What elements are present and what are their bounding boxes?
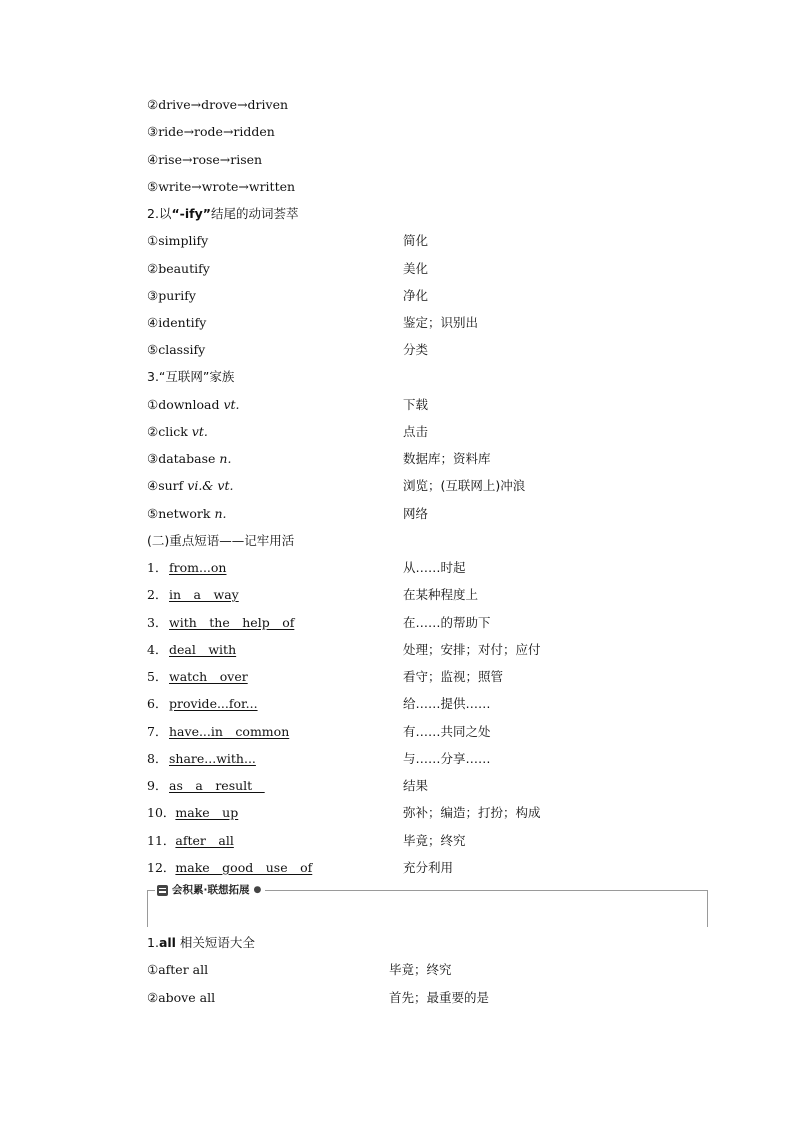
phrase-answer: as a result: [169, 778, 265, 793]
phrase-answer: from...on: [169, 560, 227, 575]
section-heading-all: 1.all 相关短语大全: [147, 935, 255, 950]
verb-form-line: [147, 150, 262, 170]
phrase-row: 6． provide...for... 给……提供……: [147, 694, 258, 714]
phrase-meaning: 毕竟；终究: [403, 833, 466, 848]
part-of-speech: vt.: [191, 424, 208, 439]
phrase-row: 5． watch over 看守；监视；照管: [147, 667, 248, 687]
phrase-answer: make good use of: [175, 860, 313, 875]
phrase-meaning: 充分利用: [403, 860, 454, 875]
phrase-answer: make up: [175, 805, 239, 820]
vocab-row: [147, 422, 429, 442]
vocab-word: ②click: [147, 424, 188, 439]
verb-form-text: ⑤write→wrote→written: [147, 179, 296, 194]
phrase-answer: share...with...: [169, 751, 256, 766]
vocab-word: ⑤network: [147, 506, 211, 521]
phrase-row: 8． share...with... 与……分享……: [147, 749, 256, 769]
vocab-row: [147, 960, 452, 980]
verb-form-line: [147, 177, 295, 197]
bullet-dot-icon: ●: [253, 885, 262, 895]
vocab-word: ②beautify: [147, 261, 210, 276]
vocab-row: [147, 449, 491, 469]
vocab-word: ①simplify: [147, 233, 209, 248]
part-of-speech: n.: [214, 506, 227, 521]
part-of-speech: vi.& vt.: [187, 478, 234, 493]
phrase-row: 3． with the help of 在……的帮助下: [147, 613, 294, 633]
phrase-row: 1． from...on 从……时起: [147, 558, 226, 578]
vocab-meaning: 浏览；(互联网上)冲浪: [403, 478, 526, 493]
phrase-answer: watch over: [169, 669, 248, 684]
verb-form-text: ②drive→drove→driven: [147, 97, 289, 112]
vocab-word: ③purify: [147, 288, 196, 303]
phrase-row: 9． as a result 结果: [147, 776, 265, 796]
vocab-row: [147, 231, 429, 251]
phrase-row: 7． have...in common 有……共同之处: [147, 722, 289, 742]
accumulate-box-label: 会积累·联想拓展 ●: [155, 882, 265, 898]
phrase-answer: provide...for...: [169, 696, 258, 711]
vocab-row: [147, 286, 429, 306]
vocab-meaning: 毕竟；终究: [389, 962, 452, 977]
phrase-answer: in a way: [169, 587, 239, 602]
vocab-meaning: 净化: [403, 288, 429, 303]
vocab-row: [147, 259, 429, 279]
vocab-meaning: 美化: [403, 261, 429, 276]
vocab-row: [147, 340, 429, 360]
vocab-row: [147, 988, 490, 1008]
phrase-meaning: 弥补；编造；打扮；构成: [403, 805, 541, 820]
vocab-meaning: 鉴定；识别出: [403, 315, 479, 330]
vocab-row: [147, 476, 526, 496]
phrase-meaning: 给……提供……: [403, 696, 491, 711]
phrase-meaning: 在……的帮助下: [403, 615, 491, 630]
verb-form-text: ④rise→rose→risen: [147, 152, 263, 167]
list-icon: [157, 885, 168, 896]
vocab-meaning: 下载: [403, 397, 429, 412]
vocab-meaning: 点击: [403, 424, 429, 439]
phrase-row: 10．make up 弥补；编造；打扮；构成: [147, 803, 238, 823]
phrase-row: 12．make good use of 充分利用: [147, 858, 312, 878]
part-of-speech: vt.: [223, 397, 240, 412]
vocab-word: ④surf: [147, 478, 184, 493]
vocab-row: [147, 395, 429, 415]
phrase-meaning: 处理；安排；对付；应付: [403, 642, 541, 657]
vocab-row: [147, 313, 479, 333]
vocab-word: ①after all: [147, 962, 209, 977]
vocab-word: ④identify: [147, 315, 207, 330]
verb-form-line: [147, 122, 275, 142]
phrase-meaning: 在某种程度上: [403, 587, 479, 602]
vocab-word: ③database: [147, 451, 216, 466]
phrase-answer: deal with: [169, 642, 237, 657]
vocab-meaning: 首先；最重要的是: [389, 990, 490, 1005]
part-of-speech: n.: [219, 451, 232, 466]
phrase-meaning: 从……时起: [403, 560, 466, 575]
vocab-meaning: 数据库；资料库: [403, 451, 491, 466]
phrase-meaning: 有……共同之处: [403, 724, 491, 739]
phrase-meaning: 与……分享……: [403, 751, 491, 766]
vocab-meaning: 分类: [403, 342, 429, 357]
phrase-row: 2． in a way 在某种程度上: [147, 585, 239, 605]
phrase-row: 11．after all 毕竟；终究: [147, 831, 234, 851]
phrase-row: 4． deal with 处理；安排；对付；应付: [147, 640, 236, 660]
vocab-word: ⑤classify: [147, 342, 206, 357]
vocab-meaning: 网络: [403, 506, 429, 521]
phrase-meaning: 看守；监视；照管: [403, 669, 504, 684]
section-heading-ify: 2.以“-ify”结尾的动词荟萃: [147, 206, 299, 221]
phrase-answer: have...in common: [169, 724, 290, 739]
verb-form-line: [147, 95, 288, 115]
vocab-row: [147, 504, 429, 524]
verb-form-text: ③ride→rode→ridden: [147, 124, 275, 139]
phrase-answer: after all: [175, 833, 234, 848]
vocab-meaning: 简化: [403, 233, 429, 248]
phrase-answer: with the help of: [169, 615, 295, 630]
vocab-word: ②above all: [147, 990, 216, 1005]
phrase-meaning: 结果: [403, 778, 429, 793]
section-heading-phrases: (二)重点短语——记牢用活: [147, 533, 295, 548]
section-heading-internet: 3.“互联网”家族: [147, 369, 235, 384]
vocab-word: ①download: [147, 397, 220, 412]
